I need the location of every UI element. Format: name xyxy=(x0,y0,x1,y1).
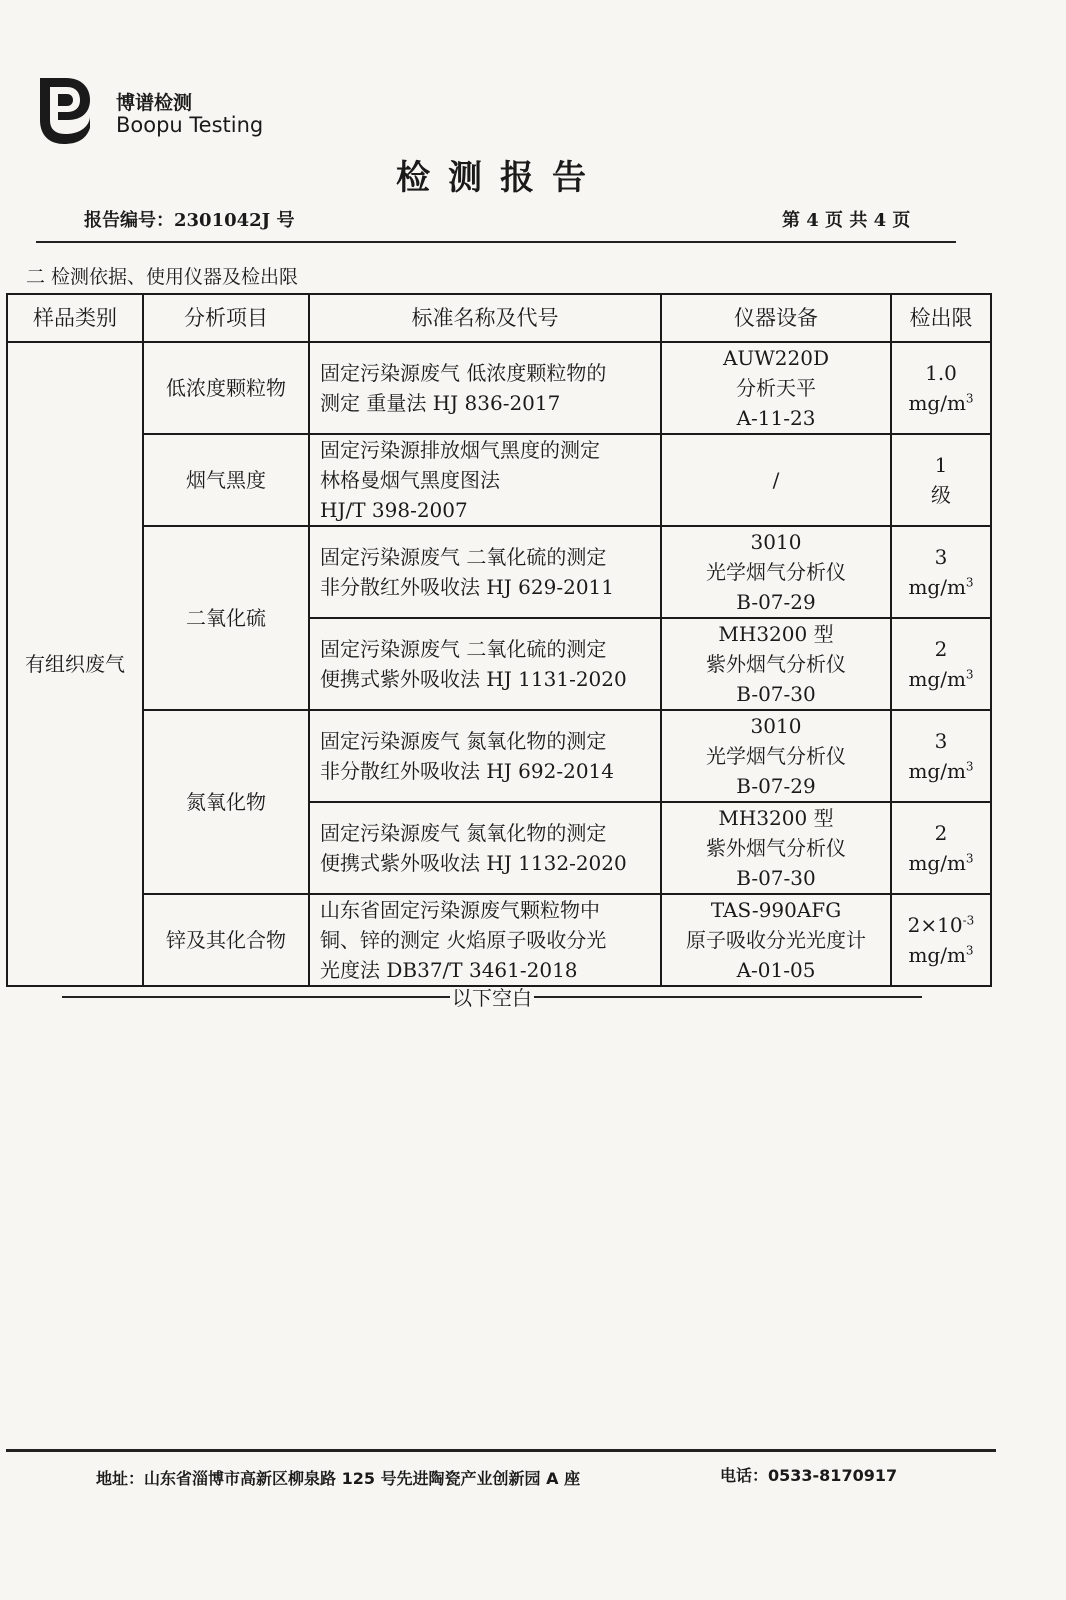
limit-unit: $mg/m^3$ xyxy=(908,391,974,415)
instrument-model: AUW220D xyxy=(722,346,830,370)
instrument-cell xyxy=(661,618,891,710)
limit-unit: $mg/m^3$ xyxy=(908,851,974,875)
standard-line: 非分散红外吸收法 HJ 692-2014 xyxy=(320,759,615,783)
limit-cell xyxy=(891,434,991,526)
limit-unit: 级 xyxy=(931,483,951,507)
limit-cell xyxy=(891,618,991,710)
limit-cell xyxy=(891,802,991,894)
instrument-cell xyxy=(661,526,891,618)
standard-line: 固定污染源排放烟气黑度的测定 xyxy=(320,438,600,462)
analysis-item-cell: 氮氧化物 xyxy=(143,710,309,894)
page-info: 第 4 页 共 4 页 xyxy=(782,210,911,231)
col-header-category: 样品类别 xyxy=(7,294,143,342)
instrument-name: 光学烟气分析仪 xyxy=(706,744,846,768)
limit-cell xyxy=(891,342,991,434)
table-row xyxy=(7,434,991,526)
instrument-id: B-07-30 xyxy=(736,866,816,890)
limit-cell xyxy=(891,526,991,618)
limit-unit: $mg/m^3$ xyxy=(908,667,974,691)
standard-line: 固定污染源废气 低浓度颗粒物的 xyxy=(320,361,607,385)
limit-cell xyxy=(891,894,991,986)
standard-line: HJ/T 398-2007 xyxy=(320,498,468,522)
standard-line: 固定污染源废气 二氧化硫的测定 xyxy=(320,545,607,569)
limit-cell xyxy=(891,710,991,802)
instrument-name: 分析天平 xyxy=(736,376,816,400)
instrument-id: B-07-29 xyxy=(736,590,816,614)
footer-address: 地址：山东省淄博市高新区柳泉路 125 号先进陶瓷产业创新园 A 座 xyxy=(96,1469,581,1488)
dash-line-left xyxy=(62,996,450,998)
analysis-item-cell: 烟气黑度 xyxy=(143,434,309,526)
table-row xyxy=(7,526,991,618)
instrument-name: 紫外烟气分析仪 xyxy=(706,836,846,860)
limit-unit: $mg/m^3$ xyxy=(908,759,974,783)
col-header-limit: 检出限 xyxy=(891,294,991,342)
standard-cell xyxy=(309,618,661,710)
limit-unit: $mg/m^3$ xyxy=(908,943,974,967)
instrument-name: 原子吸收分光光度计 xyxy=(686,928,866,952)
spec-table xyxy=(6,293,992,987)
table-row xyxy=(7,710,991,802)
standard-line: 非分散红外吸收法 HJ 629-2011 xyxy=(320,575,615,599)
limit-value: 2 xyxy=(934,821,948,845)
footer-divider xyxy=(6,1449,996,1452)
blank-below-text: 以下空白 xyxy=(452,986,532,1010)
instrument-model: TAS-990AFG xyxy=(710,898,842,922)
instrument-cell xyxy=(661,710,891,802)
instrument-cell xyxy=(661,894,891,986)
table-header-row xyxy=(7,294,991,342)
standard-line: 固定污染源废气 氮氧化物的测定 xyxy=(320,821,607,845)
report-title: 检测报告 xyxy=(396,158,604,198)
analysis-item-cell: 锌及其化合物 xyxy=(143,894,309,986)
table-row xyxy=(7,894,991,986)
standard-line: 光度法 DB37/T 3461-2018 xyxy=(320,958,578,982)
limit-value: 1.0 xyxy=(925,361,957,385)
instrument-id: A-11-23 xyxy=(736,406,816,430)
standard-line: 固定污染源废气 氮氧化物的测定 xyxy=(320,729,607,753)
instrument-id: B-07-29 xyxy=(736,774,816,798)
standard-cell xyxy=(309,710,661,802)
analysis-item-cell: 二氧化硫 xyxy=(143,526,309,710)
standard-line: 林格曼烟气黑度图法 xyxy=(320,468,500,492)
standard-line: 便携式紫外吸收法 HJ 1132-2020 xyxy=(320,851,627,875)
standard-line: 便携式紫外吸收法 HJ 1131-2020 xyxy=(320,667,627,691)
section-title: 二 检测依据、使用仪器及检出限 xyxy=(26,266,299,288)
instrument-id: B-07-30 xyxy=(736,682,816,706)
standard-cell xyxy=(309,434,661,526)
blank-below-note xyxy=(62,982,922,1011)
instrument-cell xyxy=(661,802,891,894)
header-divider xyxy=(36,241,956,243)
limit-value: 2 xyxy=(934,637,948,661)
instrument-cell xyxy=(661,434,891,526)
standard-cell xyxy=(309,342,661,434)
standard-line: 测定 重量法 HJ 836-2017 xyxy=(320,391,561,415)
standard-cell xyxy=(309,894,661,986)
instrument-model: MH3200 型 xyxy=(718,806,834,830)
instrument-model: 3010 xyxy=(750,714,802,738)
instrument-model: 3010 xyxy=(750,530,802,554)
instrument-id: A-01-05 xyxy=(736,958,816,982)
analysis-item-cell: 低浓度颗粒物 xyxy=(143,342,309,434)
table-row xyxy=(7,342,991,434)
dash-line-right xyxy=(534,996,922,998)
standard-line: 铜、锌的测定 火焰原子吸收分光 xyxy=(320,928,607,952)
instrument-name: 光学烟气分析仪 xyxy=(706,560,846,584)
report-number: 报告编号：2301042J 号 xyxy=(84,210,295,231)
limit-value: 3 xyxy=(934,729,948,753)
col-header-instrument: 仪器设备 xyxy=(661,294,891,342)
col-header-standard: 标准名称及代号 xyxy=(309,294,661,342)
instrument-name: 紫外烟气分析仪 xyxy=(706,652,846,676)
limit-value: 3 xyxy=(934,545,948,569)
limit-value: 1 xyxy=(934,453,948,477)
standard-cell xyxy=(309,526,661,618)
col-header-item: 分析项目 xyxy=(143,294,309,342)
footer-phone: 电话：0533-8170917 xyxy=(720,1466,898,1485)
instrument-model: / xyxy=(772,468,780,492)
brand-name-cn: 博谱检测 xyxy=(116,92,193,114)
instrument-model: MH3200 型 xyxy=(718,622,834,646)
limit-unit: $mg/m^3$ xyxy=(908,575,974,599)
brand-name-en: Boopu Testing xyxy=(116,113,264,137)
instrument-cell xyxy=(661,342,891,434)
standard-line: 固定污染源废气 二氧化硫的测定 xyxy=(320,637,607,661)
standard-line: 山东省固定污染源废气颗粒物中 xyxy=(320,898,600,922)
boopu-logo xyxy=(36,72,94,148)
sample-category-cell: 有组织废气 xyxy=(7,342,143,986)
standard-cell xyxy=(309,802,661,894)
limit-value: $2\times 10^{-3}$ xyxy=(907,913,975,937)
